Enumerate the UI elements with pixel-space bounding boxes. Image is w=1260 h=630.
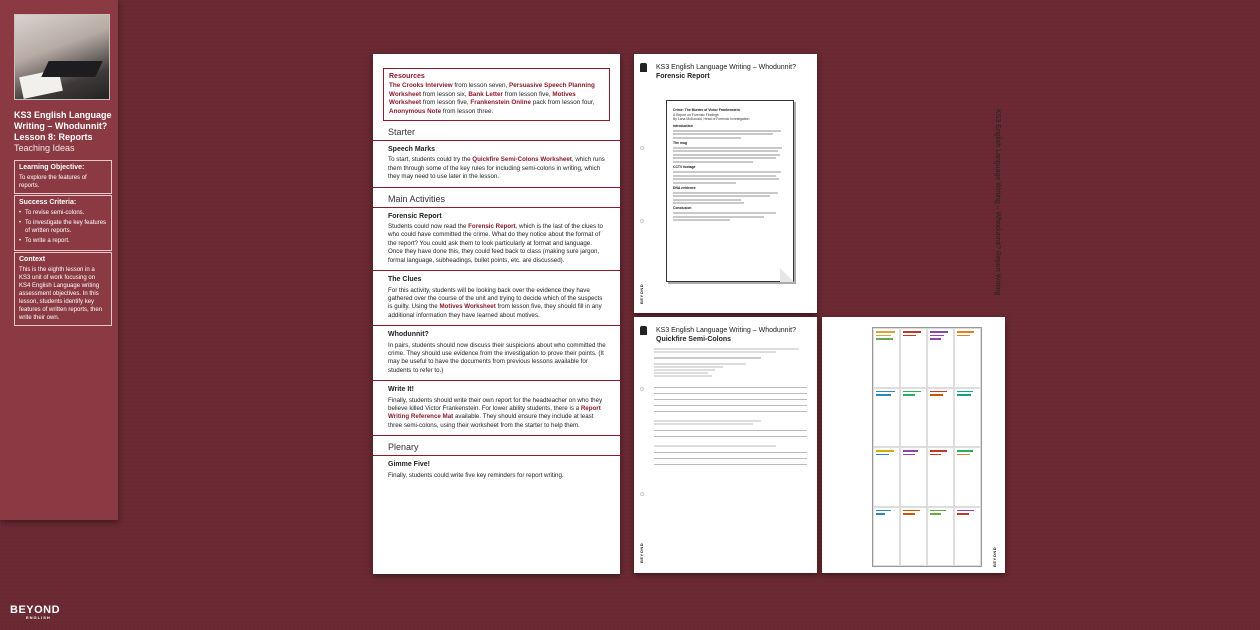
resource-text: from lesson six, (421, 90, 469, 98)
doc-subtitle: A Report on Forensic Findings (673, 112, 719, 117)
clues-activity (373, 271, 620, 326)
doc-author: By Lana McDonald, Head of Forensic Investigation (673, 117, 750, 122)
learning-objective-text: To explore the features of reports. (19, 175, 87, 189)
resource-link[interactable]: Bank Letter (468, 90, 503, 98)
activity-heading: Forensic Report (388, 212, 442, 220)
doc-section-heading: CCTV footage (673, 164, 696, 169)
brand-mark: BEYOND (639, 542, 644, 563)
criteria-item: • To revise semi-colons. (19, 209, 107, 217)
reference-mat-link[interactable]: Report Writing Reference Mat (388, 404, 601, 421)
plenary-heading: Plenary (373, 442, 620, 456)
starter-heading: Starter (373, 127, 620, 141)
resource-link[interactable]: The Crooks Interview (389, 82, 453, 90)
teaching-ideas-sidebar (0, 0, 118, 620)
activity-text: available. They should ensure they include at least three semi-colons, using their worksheet from the starter to help them. (388, 413, 594, 429)
doc-section-heading: Conclusion (673, 206, 692, 211)
worksheet-body (654, 348, 807, 465)
whodunnit-activity (373, 326, 620, 381)
activity-text: Students could now read the (388, 223, 469, 231)
criteria-item: • To investigate the key features of written reports. (19, 219, 107, 235)
resource-link[interactable]: Persuasive Speech Planning Worksheet (389, 82, 595, 98)
resource-link[interactable]: Motives Worksheet (389, 90, 576, 107)
teaching-ideas-page (373, 54, 620, 574)
resource-text: from lesson five, (421, 99, 471, 107)
activity-text: , which runs them through some of the key rules for including semi-colons in writing, which they may need to use later in the lesson. (388, 156, 605, 181)
motives-worksheet-link[interactable]: Motives Worksheet (439, 303, 496, 311)
activity-heading: Whodunnit? (388, 331, 429, 339)
activity-heading: The Clues (388, 276, 422, 284)
sheet-header-text: KS3 English Language Writing – Whodunnit? (656, 64, 796, 71)
resource-link[interactable]: Frankenstein Online (470, 99, 531, 107)
forensic-document (666, 100, 794, 282)
activity-text: from lesson five, they should fill in any additional information they have learned about motives. (388, 303, 602, 319)
learning-objective-box (14, 160, 112, 194)
context-box (14, 252, 112, 326)
context-text: This is the eighth lesson in a KS3 unit of work focusing on KS4 English Language writing assessment objectives. In this lesson, students identify key features of written reports, then write their own. (19, 267, 103, 321)
beyond-logo-icon (640, 63, 647, 72)
success-criteria-box (14, 195, 112, 251)
activity-heading: Gimme Five! (388, 461, 431, 469)
quickfire-semicolons-sheet (634, 317, 817, 573)
gimme-five-activity (373, 456, 620, 485)
context-heading: Context (19, 256, 46, 263)
resource-text: from lesson seven, (452, 82, 510, 90)
resource-text: pack from lesson four, (530, 99, 595, 107)
activity-text: To start, students could try the (388, 156, 473, 164)
doc-section-heading: Introduction (673, 123, 693, 128)
doc-section-heading: The mug (673, 140, 688, 145)
reference-mat-grid (872, 327, 982, 567)
logo-subtext: ENGLISH (26, 615, 51, 620)
lesson-subtitle: Teaching Ideas (14, 143, 75, 153)
activity-text: For this activity, students will be looking back over the evidence they have gathered over the course of the unit and trying to decide which of the suspects is guilty. Using the (388, 286, 603, 311)
success-criteria-heading: Success Criteria: (19, 199, 77, 206)
activity-text: , which is the last of the clues to who could have committed the crime. What do they notice about the format of the report? You could ask them to look particularly at format and language. Once they have done this, they could feed back to class (making sure jargon, formal language, subheadings, bullet points, etc. are discussed). (388, 223, 603, 264)
activity-text: Finally, students should write their own report for the headteacher on who they believe killed Victor Frankenstein. For lower ability students, there is a (388, 396, 603, 412)
report-writing-sheet (822, 109, 1005, 573)
sheet-header (654, 63, 807, 81)
activity-text: Finally, students could write five key reminders for report writing. (388, 471, 564, 479)
speech-marks-activity (373, 141, 620, 188)
worksheet-link[interactable]: Quickfire Semi-Colons Worksheet (472, 156, 572, 164)
forensic-report-link[interactable]: Forensic Report (468, 223, 516, 231)
sheet-header (654, 326, 807, 344)
resource-text: from lesson three. (441, 107, 494, 115)
sheet-title: Forensic Report (656, 73, 710, 80)
doc-section-heading: DNA evidence (673, 185, 696, 190)
beyond-logo-icon (640, 326, 647, 335)
write-it-activity (373, 381, 620, 436)
activity-heading: Speech Marks (388, 146, 436, 154)
beyond-logo (10, 604, 60, 620)
lesson-title: KS3 English Language Writing – Whodunnit? Lesson 8: Reports (14, 110, 112, 142)
doc-title: Crime: The Murder of Victor Frankenstein (673, 108, 740, 112)
sheet-header-text: KS3 English Language Writing – Whodunnit? (656, 327, 796, 334)
resource-link[interactable]: Anonymous Note (389, 107, 442, 115)
learning-objective-heading: Learning Objective: (19, 164, 85, 171)
resources-heading: Resources (389, 73, 425, 80)
criteria-item: • To write a report. (19, 237, 107, 245)
activity-heading: Write It! (388, 386, 414, 394)
sheet-title: Quickfire Semi-Colons (656, 336, 732, 343)
sheet-title: KS3 English Language Writing – Whodunnit? Report Writing (994, 109, 1001, 296)
brand-mark: BEYOND (992, 546, 997, 567)
activity-text: In pairs, students should now discuss their suspicions about who committed the crime. They should use evidence from the investigation to prove their points. (It may be useful to have the documents from previous lessons available for students to refer to.) (388, 341, 606, 374)
resources-box (383, 68, 610, 121)
forensic-report-sheet (634, 54, 817, 313)
brand-mark: BEYOND (639, 283, 644, 304)
logo-text: BEYOND (10, 604, 61, 616)
resource-text: from lesson five, (502, 90, 553, 98)
main-activities-heading: Main Activities (373, 194, 620, 208)
laptop-photo (14, 14, 110, 100)
forensic-report-activity (373, 208, 620, 271)
